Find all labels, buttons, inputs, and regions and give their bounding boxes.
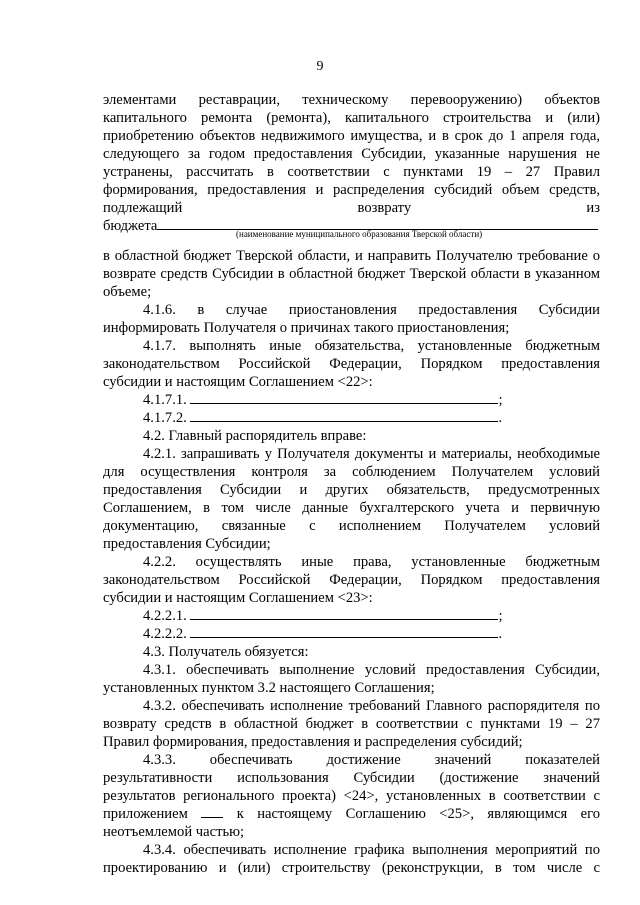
text-line: информировать Получателя о причинах такого приостановления; — [103, 320, 510, 336]
text-line: 4.2.1. запрашивать у Получателя документы и материалы, необходимые — [143, 446, 600, 462]
text-line: результативности использования Субсидии (достижение значений — [103, 770, 600, 786]
text-line: 4.3. Получатель обязуется: — [143, 644, 309, 660]
item-end: . — [498, 410, 503, 426]
item-label: 4.2.2.2. — [143, 626, 191, 642]
text-line: устранены, рассчитать в соответствии с пунктами 19 – 27 Правил — [103, 164, 600, 180]
text-line: проектированию и (или) строительству (реконструкции, в том числе с — [103, 860, 600, 876]
text-line: для осуществления контроля за соблюдением Получателем условий — [103, 464, 600, 480]
blank-item — [143, 607, 600, 625]
text-line: элементами реставрации, техническому перевооружению) объектов — [103, 92, 600, 108]
appendix-pre: приложением — [103, 806, 188, 822]
budget-label: бюджета — [103, 218, 158, 234]
text-line: объеме; — [103, 284, 152, 300]
item-blank[interactable] — [190, 625, 498, 638]
blank-item — [143, 409, 600, 427]
item-end: . — [498, 626, 503, 642]
text-line: законодательством Российской Федерации, Порядком предоставления — [103, 572, 600, 588]
item-end: ; — [498, 392, 503, 408]
text-line: капитального ремонта (ремонта), капитального строительства и (или) — [103, 110, 600, 126]
text-line: приобретению объектов недвижимого имущества, и в срок до 1 апреля года, — [103, 128, 600, 144]
text-line: Соглашением, в том числе данные бухгалтерского учета и первичную — [103, 500, 600, 516]
text-line: 4.1.6. в случае приостановления предоставления Субсидии — [143, 302, 600, 318]
text-line: 4.3.4. обеспечивать исполнение графика выполнения мероприятий по — [143, 842, 600, 858]
item-end: ; — [498, 608, 503, 624]
text-line: 4.3.2. обеспечивать исполнение требований Главного распорядителя по — [143, 698, 600, 714]
text-line: установленных пунктом 3.2 настоящего Соглашения; — [103, 680, 435, 696]
text-line: субсидии и настоящим Соглашением <23>: — [103, 590, 373, 606]
item-blank[interactable] — [190, 607, 498, 620]
item-label: 4.1.7.2. — [143, 410, 191, 426]
text-line: Правил формирования, предоставления и распределения субсидий; — [103, 734, 523, 750]
text-line: предоставления Субсидии; — [103, 536, 271, 552]
text-line: 4.2. Главный распорядитель вправе: — [143, 428, 367, 444]
text-line: в областной бюджет Тверской области, и направить Получателю требование о — [103, 248, 600, 264]
appendix-post: к настоящему Соглашению <25>, являющимся его — [236, 806, 601, 822]
text-line: неотъемлемой частью; — [103, 824, 245, 840]
appendix-line — [103, 805, 600, 823]
page-number: 9 — [316, 59, 324, 74]
text-line: результатов регионального проекта) <24>, установленных в соответствии с — [103, 788, 600, 804]
item-label: 4.1.7.1. — [143, 392, 191, 408]
appendix-number-blank[interactable] — [201, 805, 223, 818]
text-line: законодательством Российской Федерации, Порядком предоставления — [103, 356, 600, 372]
item-blank[interactable] — [190, 409, 498, 422]
blank-item — [143, 391, 600, 409]
text-line: формирования, предоставления и распределения субсидий объем средств, — [103, 182, 600, 198]
text-line: подлежащий возврату из — [103, 200, 600, 216]
item-blank[interactable] — [190, 391, 498, 404]
text-line: 4.1.7. выполнять иные обязательства, установленные бюджетным — [143, 338, 600, 354]
text-line: возврате средств Субсидии в областной бюджет Тверской области в указанном — [103, 266, 600, 282]
text-line: возврату средств в областной бюджет в соответствии с пунктами 19 – 27 — [103, 716, 600, 732]
text-line: 4.3.3. обеспечивать достижение значений показателей — [143, 752, 600, 768]
text-line: документацию, связанные с исполнением Получателем условий — [103, 518, 600, 534]
text-line: субсидии и настоящим Соглашением <22>: — [103, 374, 373, 390]
text-line: 4.3.1. обеспечивать выполнение условий предоставления Субсидии, — [143, 662, 600, 678]
text-line: предоставления Субсидии и других обязательств, предусмотренных — [103, 482, 600, 498]
text-line: следующего за годом предоставления Субсидии, указанные нарушения не — [103, 146, 600, 162]
text-line: 4.2.2. осуществлять иные права, установленные бюджетным — [143, 554, 600, 570]
item-label: 4.2.2.1. — [143, 608, 191, 624]
budget-caption: (наименование муниципального образования Тверской области) — [236, 229, 483, 239]
blank-item — [143, 625, 600, 643]
